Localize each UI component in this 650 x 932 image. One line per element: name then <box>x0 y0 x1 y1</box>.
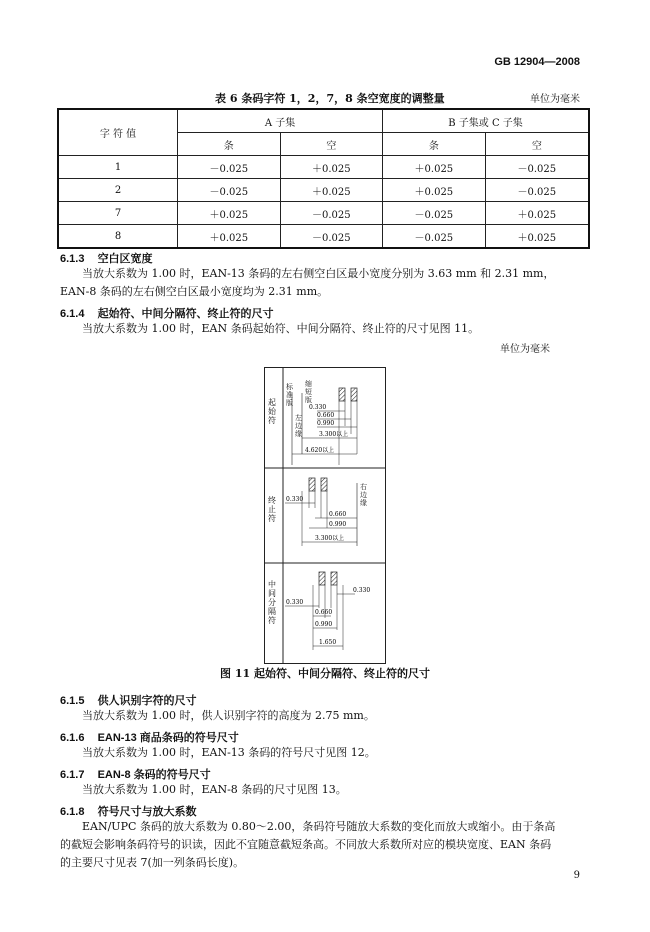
figure-11-drawing <box>265 368 385 663</box>
dim-mid-330-left: 0.330 <box>286 599 304 606</box>
page-number: 9 <box>573 870 580 881</box>
col-header-char: 字 符 值 <box>58 109 178 156</box>
mid-bar-2 <box>331 572 337 585</box>
cell: 1 <box>58 156 178 179</box>
table-title: 表 6 条码字符 1，2，7，8 条空宽度的调整量 <box>215 92 445 105</box>
table-row <box>58 179 589 202</box>
cell: －0.025 <box>485 179 589 202</box>
table-unit: 单位为毫米 <box>530 94 580 105</box>
section-number: 6.1.8 <box>60 806 85 818</box>
section-6-1-5-heading <box>60 689 197 708</box>
paragraph: 当放大系数为 1.00 时，EAN-13 条码的符号尺寸见图 12。 <box>82 746 376 759</box>
cell: ＋0.025 <box>178 225 281 249</box>
cell: ＋0.025 <box>383 156 486 179</box>
cell: 7 <box>58 202 178 225</box>
cell: －0.025 <box>178 156 281 179</box>
section-number: 6.1.7 <box>60 769 85 781</box>
figure-11 <box>264 367 386 664</box>
cell: －0.025 <box>383 202 486 225</box>
paragraph: EAN-8 条码的左右侧空白区最小宽度均为 2.31 mm。 <box>60 285 329 298</box>
section-title: EAN-13 商品条码的符号尺寸 <box>97 732 239 744</box>
section-6-1-7-heading <box>60 763 211 782</box>
label-start: 起始符 <box>268 398 276 425</box>
sub-header-bar: 条 <box>178 133 281 156</box>
label-end: 终止符 <box>268 496 276 523</box>
cell: －0.025 <box>383 225 486 249</box>
section-6-1-4-heading <box>60 302 274 321</box>
table-row <box>58 225 589 249</box>
section-title: 供人识别字符的尺寸 <box>97 695 197 707</box>
label-standard-version: 标准版 <box>286 383 293 407</box>
col-header-a: A 子集 <box>178 109 383 133</box>
paragraph: 当放大系数为 1.00 时，供人识别字符的高度为 2.75 mm。 <box>82 709 375 722</box>
paragraph: 的截短会影响条码符号的识读，因此不宜随意截短条高。不同放大系数所对应的模块宽度、EAN 条码 <box>60 838 552 851</box>
cell: ＋0.025 <box>178 202 281 225</box>
cell: 2 <box>58 179 178 202</box>
paragraph: EAN/UPC 条码的放大系数为 0.80～2.00，条码符号随放大系数的变化而放大或缩小。由于条高 <box>82 820 556 833</box>
section-title: 空白区宽度 <box>97 253 153 265</box>
paragraph: 当放大系数为 1.00 时，EAN 条码起始符、中间分隔符、终止符的尺寸见图 11。 <box>82 322 480 335</box>
label-mid: 中间分隔符 <box>268 580 276 625</box>
dim-mid-990: 0.990 <box>315 621 333 628</box>
cell: －0.025 <box>280 202 383 225</box>
figure-caption: 图 11 起始符、中间分隔符、终止符的尺寸 <box>220 667 430 680</box>
dim-mid-330-right: 0.330 <box>353 587 371 594</box>
section-title: 符号尺寸与放大系数 <box>97 806 197 818</box>
table-6 <box>57 108 590 249</box>
paragraph: 的主要尺寸见表 7(加一列条码长度)。 <box>60 856 245 869</box>
section-number: 6.1.4 <box>60 308 85 320</box>
section-title: EAN-8 条码的符号尺寸 <box>97 769 211 781</box>
cell: －0.025 <box>178 179 281 202</box>
figure-unit: 单位为毫米 <box>500 344 550 355</box>
sub-header-bar: 条 <box>383 133 486 156</box>
cell: ＋0.025 <box>280 156 383 179</box>
paragraph: 当放大系数为 1.00 时，EAN-13 条码的左右侧空白区最小宽度分别为 3.63 mm 和 2.31 mm， <box>82 267 555 280</box>
section-number: 6.1.5 <box>60 695 85 707</box>
label-left-margin: 左边缘 <box>295 414 302 438</box>
cell: －0.025 <box>280 225 383 249</box>
dim-start-660: 0.660 <box>317 412 335 419</box>
dim-end-990: 0.990 <box>329 521 347 528</box>
dim-end-330: 0.330 <box>286 496 304 503</box>
dim-start-4620: 4.620以上 <box>305 447 335 454</box>
mid-bar-1 <box>319 572 325 585</box>
start-bar-2 <box>351 388 357 401</box>
section-title: 起始符、中间分隔符、终止符的尺寸 <box>97 308 274 320</box>
dim-end-660: 0.660 <box>329 511 347 518</box>
paragraph: 当放大系数为 1.00 时，EAN-8 条码的尺寸见图 13。 <box>82 783 347 796</box>
dim-start-3300: 3.300以上 <box>319 431 349 438</box>
dim-start-990: 0.990 <box>317 420 335 427</box>
end-bar-2 <box>321 478 327 491</box>
col-header-bc: B 子集或 C 子集 <box>383 109 589 133</box>
table-row <box>58 202 589 225</box>
section-6-1-6-heading <box>60 726 239 745</box>
sub-header-space: 空 <box>485 133 589 156</box>
cell: ＋0.025 <box>485 225 589 249</box>
section-6-1-3-heading <box>60 247 153 266</box>
section-number: 6.1.6 <box>60 732 85 744</box>
table-row <box>58 156 589 179</box>
cell: ＋0.025 <box>280 179 383 202</box>
dim-mid-660: 0.660 <box>315 609 333 616</box>
start-bar-1 <box>339 388 345 401</box>
section-number: 6.1.3 <box>60 253 85 265</box>
sub-header-space: 空 <box>280 133 383 156</box>
dim-start-330: 0.330 <box>309 404 327 411</box>
dim-mid-1650: 1.650 <box>319 639 337 646</box>
end-bar-1 <box>309 478 315 491</box>
cell: －0.025 <box>485 156 589 179</box>
cell: ＋0.025 <box>485 202 589 225</box>
dim-end-3300: 3.300以上 <box>315 535 345 542</box>
cell: 8 <box>58 225 178 249</box>
section-6-1-8-heading <box>60 800 197 819</box>
label-shortened-version: 缩短版 <box>305 380 312 404</box>
cell: ＋0.025 <box>383 179 486 202</box>
label-right-margin: 右边缘 <box>360 483 367 507</box>
standard-code: GB 12904—2008 <box>494 56 580 68</box>
